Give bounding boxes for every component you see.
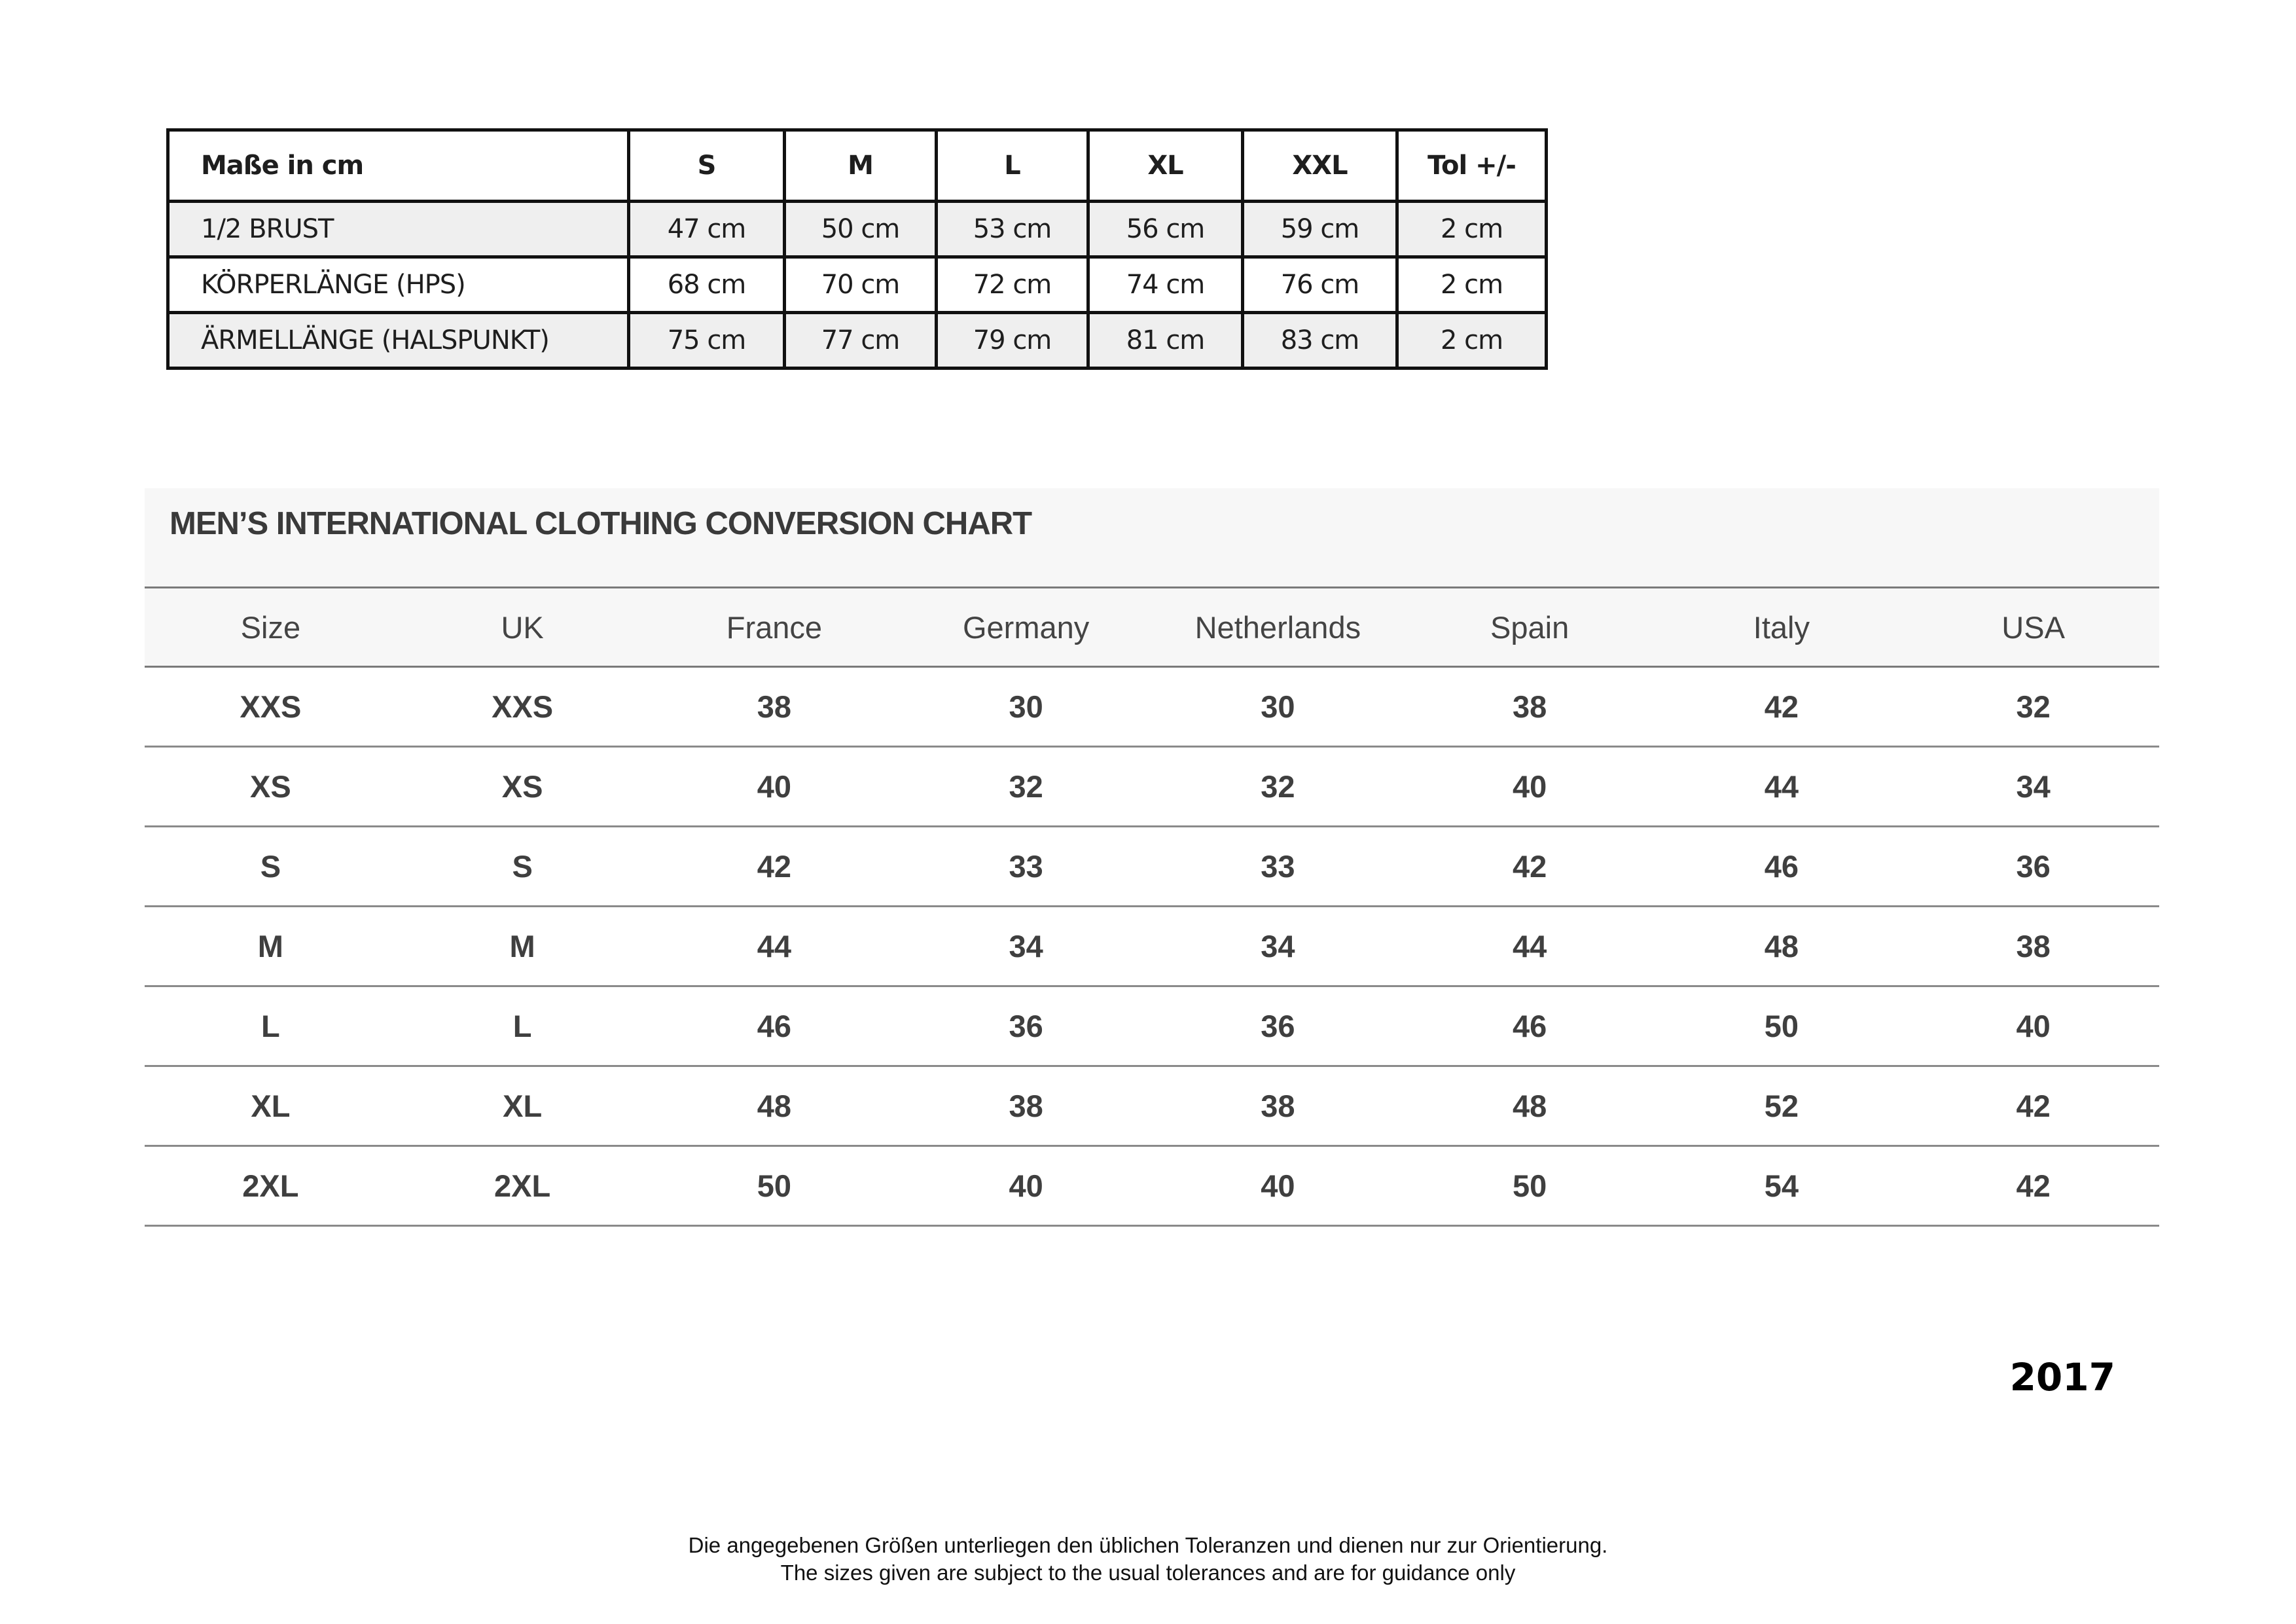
measurement-cell: 81 cm	[1088, 313, 1243, 369]
measurement-cell: 50 cm	[785, 202, 937, 257]
measurement-cell: 79 cm	[937, 313, 1088, 369]
conversion-cell: 34	[1152, 907, 1404, 986]
conversion-header-row	[145, 588, 2159, 667]
conversion-cell: 38	[1404, 667, 1656, 747]
measurement-cell: 74 cm	[1088, 257, 1243, 313]
conversion-cell: 30	[1152, 667, 1404, 747]
footer-note	[0, 1532, 2296, 1587]
conversion-cell: 38	[1152, 1066, 1404, 1146]
conversion-cell: 34	[1907, 747, 2159, 827]
measurement-label: ÄRMELLÄNGE (HALSPUNKT)	[168, 313, 629, 369]
conversion-cell: 52	[1656, 1066, 1908, 1146]
conversion-cell: 32	[900, 747, 1152, 827]
conversion-cell: 42	[649, 827, 901, 907]
measurement-header-tolerance: Tol +/-	[1397, 130, 1547, 202]
conversion-cell: XXS	[145, 667, 397, 747]
conversion-cell: L	[397, 986, 649, 1066]
conversion-title: MEN’S INTERNATIONAL CLOTHING CONVERSION CHART	[170, 506, 1032, 541]
conversion-cell: 33	[1152, 827, 1404, 907]
conversion-row	[145, 747, 2159, 827]
conversion-cell: 50	[1656, 986, 1908, 1066]
conversion-header-cell: Spain	[1404, 588, 1656, 667]
measurement-row	[168, 313, 1547, 369]
conversion-cell: 54	[1656, 1146, 1908, 1226]
measurement-cell: 2 cm	[1397, 313, 1547, 369]
conversion-cell: 33	[900, 827, 1152, 907]
measurement-header-size: M	[785, 130, 937, 202]
conversion-cell: 40	[649, 747, 901, 827]
measurement-cell: 56 cm	[1088, 202, 1243, 257]
conversion-row	[145, 986, 2159, 1066]
measurement-header-size: S	[629, 130, 785, 202]
conversion-cell: 38	[900, 1066, 1152, 1146]
conversion-cell: 40	[900, 1146, 1152, 1226]
conversion-cell: 38	[1907, 907, 2159, 986]
conversion-cell: 46	[1404, 986, 1656, 1066]
conversion-cell: 50	[649, 1146, 901, 1226]
conversion-cell: M	[397, 907, 649, 986]
measurement-cell: 83 cm	[1243, 313, 1397, 369]
conversion-cell: XL	[397, 1066, 649, 1146]
conversion-cell: 34	[900, 907, 1152, 986]
footer-line-german: Die angegebenen Größen unterliegen den üblichen Toleranzen und dienen nur zur Orientierung.	[688, 1533, 1608, 1557]
conversion-chart	[145, 488, 2159, 1227]
conversion-cell: 2XL	[397, 1146, 649, 1226]
conversion-cell: 42	[1656, 667, 1908, 747]
conversion-cell: 2XL	[145, 1146, 397, 1226]
conversion-cell: S	[145, 827, 397, 907]
measurement-cell: 2 cm	[1397, 257, 1547, 313]
conversion-cell: 48	[1404, 1066, 1656, 1146]
year-label: 2017	[2009, 1355, 2115, 1399]
measurement-label: 1/2 BRUST	[168, 202, 629, 257]
conversion-table	[145, 588, 2159, 1227]
conversion-cell: 48	[1656, 907, 1908, 986]
measurement-header-size: L	[937, 130, 1088, 202]
conversion-cell: L	[145, 986, 397, 1066]
measurement-cell: 53 cm	[937, 202, 1088, 257]
conversion-cell: 44	[1404, 907, 1656, 986]
measurement-cell: 68 cm	[629, 257, 785, 313]
conversion-cell: 42	[1907, 1066, 2159, 1146]
conversion-cell: 44	[649, 907, 901, 986]
measurement-table	[166, 128, 1548, 370]
measurement-cell: 76 cm	[1243, 257, 1397, 313]
conversion-cell: 48	[649, 1066, 901, 1146]
measurement-cell: 59 cm	[1243, 202, 1397, 257]
conversion-cell: 50	[1404, 1146, 1656, 1226]
conversion-cell: M	[145, 907, 397, 986]
measurement-header-label: Maße in cm	[168, 130, 629, 202]
conversion-cell: 40	[1907, 986, 2159, 1066]
conversion-row	[145, 667, 2159, 747]
conversion-cell: 46	[649, 986, 901, 1066]
conversion-header-cell: Italy	[1656, 588, 1908, 667]
conversion-row	[145, 1146, 2159, 1226]
measurement-cell: 77 cm	[785, 313, 937, 369]
measurement-cell: 75 cm	[629, 313, 785, 369]
conversion-cell: 42	[1907, 1146, 2159, 1226]
measurement-cell: 47 cm	[629, 202, 785, 257]
measurement-cell: 70 cm	[785, 257, 937, 313]
conversion-cell: 32	[1907, 667, 2159, 747]
conversion-cell: 32	[1152, 747, 1404, 827]
conversion-header-cell: France	[649, 588, 901, 667]
footer-line-english: The sizes given are subject to the usual tolerances and are for guidance only	[780, 1561, 1516, 1585]
conversion-row	[145, 827, 2159, 907]
conversion-row	[145, 907, 2159, 986]
measurement-header-row	[168, 130, 1547, 202]
conversion-cell: XS	[397, 747, 649, 827]
conversion-cell: 30	[900, 667, 1152, 747]
conversion-header-cell: UK	[397, 588, 649, 667]
conversion-title-bar	[145, 488, 2159, 588]
conversion-cell: 46	[1656, 827, 1908, 907]
conversion-cell: XS	[145, 747, 397, 827]
measurement-cell: 2 cm	[1397, 202, 1547, 257]
conversion-cell: 38	[649, 667, 901, 747]
conversion-cell: 36	[1152, 986, 1404, 1066]
conversion-cell: S	[397, 827, 649, 907]
conversion-header-cell: Germany	[900, 588, 1152, 667]
measurement-header-size: XXL	[1243, 130, 1397, 202]
conversion-cell: 44	[1656, 747, 1908, 827]
conversion-row	[145, 1066, 2159, 1146]
conversion-cell: XXS	[397, 667, 649, 747]
conversion-cell: 40	[1152, 1146, 1404, 1226]
conversion-header-cell: USA	[1907, 588, 2159, 667]
conversion-cell: 36	[900, 986, 1152, 1066]
measurement-header-size: XL	[1088, 130, 1243, 202]
conversion-cell: XL	[145, 1066, 397, 1146]
measurement-row	[168, 202, 1547, 257]
measurement-row	[168, 257, 1547, 313]
conversion-cell: 40	[1404, 747, 1656, 827]
conversion-cell: 42	[1404, 827, 1656, 907]
measurement-label: KÖRPERLÄNGE (HPS)	[168, 257, 629, 313]
conversion-header-cell: Netherlands	[1152, 588, 1404, 667]
measurement-cell: 72 cm	[937, 257, 1088, 313]
conversion-cell: 36	[1907, 827, 2159, 907]
conversion-header-cell: Size	[145, 588, 397, 667]
